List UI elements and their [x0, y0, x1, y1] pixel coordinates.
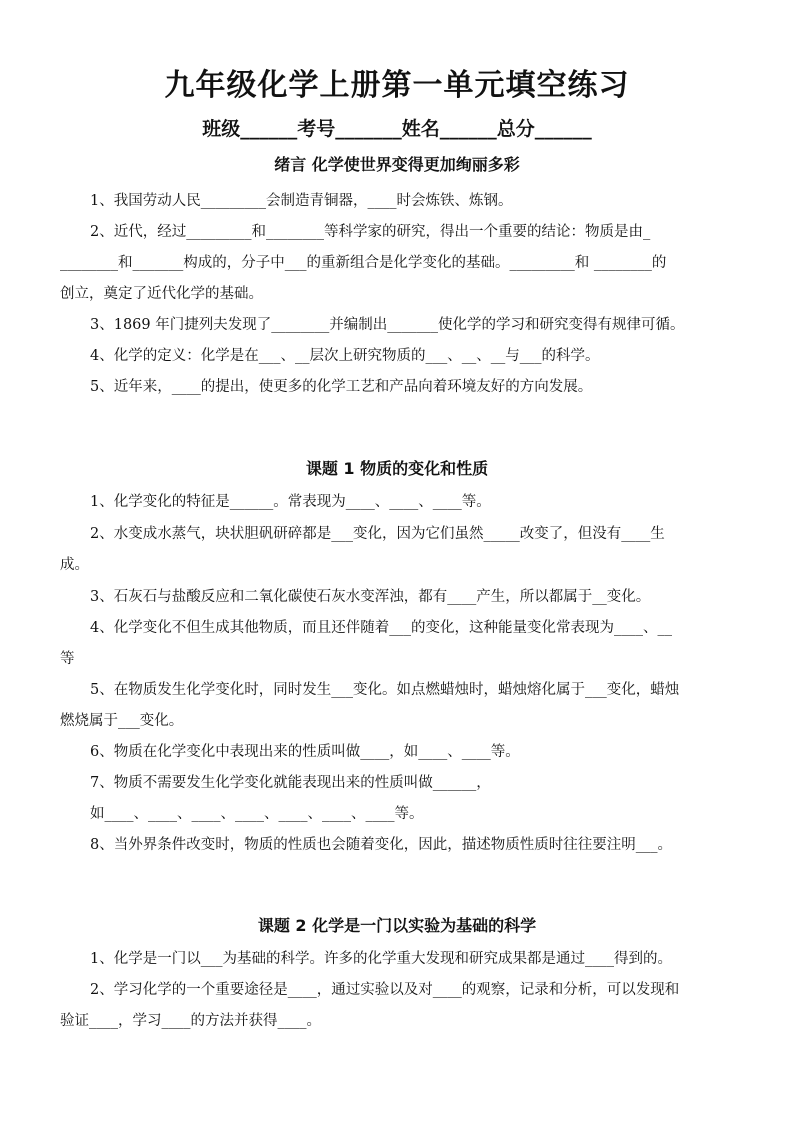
question-line: 7、物质不需要发生化学变化就能表现出来的性质叫做______， — [90, 775, 491, 791]
question-line: 5、在物质发生化学变化时，同时发生___变化。如点燃蜡烛时，蜡烛熔化属于___变化，蜡烛 — [90, 682, 680, 698]
question-line-continuation: 创立，奠定了近代化学的基础。 — [60, 286, 263, 302]
question-line-continuation: 燃烧属于___变化。 — [60, 713, 184, 729]
question-line-continuation: 验证____，学习____的方法并获得____。 — [60, 1013, 321, 1029]
question-line-continuation: 如____、____、____、____、____、____、____等。 — [90, 806, 424, 822]
question-line: 1、我国劳动人民_________会制造青铜器，____时会炼铁、炼钢。 — [90, 193, 513, 209]
page-title: 九年级化学上册第一单元填空练习 — [164, 68, 630, 103]
question-line: 1、化学是一门以___为基础的科学。许多的化学重大发现和研究成果都是通过____得到的。 — [90, 951, 672, 967]
section-title-lesson-2: 课题 2 化学是一门以实验为基础的科学 — [257, 916, 537, 935]
section-title-intro: 绪言 化学使世界变得更加绚丽多彩 — [274, 155, 520, 174]
question-line-continuation: 等 — [60, 651, 75, 667]
question-line: 2、学习化学的一个重要途径是____，通过实验以及对____的观察，记录和分析，可以发现和 — [90, 982, 680, 998]
question-line: 2、水变成水蒸气，块状胆矾研碎都是___变化，因为它们虽然_____改变了，但没有____生 — [90, 526, 665, 542]
question-line-continuation: 成。 — [60, 557, 89, 573]
question-line: 1、化学变化的特征是______。常表现为____、____、____等。 — [90, 494, 491, 510]
question-line-continuation: ________和_______构成的，分子中___的重新组合是化学变化的基础。_________和 ________的 — [60, 255, 667, 271]
student-info-line: 班级______考号_______姓名______总分______ — [202, 118, 592, 140]
section-title-lesson-1: 课题 1 物质的变化和性质 — [305, 459, 489, 478]
question-line: 5、近年来，____的提出，使更多的化学工艺和产品向着环境友好的方向发展。 — [90, 379, 593, 395]
question-line: 8、当外界条件改变时，物质的性质也会随着变化，因此，描述物质性质时往往要注明___。 — [90, 837, 672, 853]
question-line: 3、石灰石与盐酸反应和二氧化碳使石灰水变浑浊，都有____产生，所以都属于__变化。 — [90, 589, 651, 605]
question-line: 2、近代，经过_________和________等科学家的研究，得出一个重要的结论：物质是由_ — [90, 224, 651, 240]
question-line: 6、物质在化学变化中表现出来的性质叫做____，如____、____等。 — [90, 744, 520, 760]
question-line: 4、化学变化不但生成其他物质，而且还伴随着___的变化，这种能量变化常表现为____、__ — [90, 620, 672, 636]
question-line: 4、化学的定义：化学是在___、__层次上研究物质的___、__、__与___的科学。 — [90, 348, 600, 364]
question-line: 3、1869 年门捷列夫发现了________并编制出_______使化学的学习和研究变得有规律可循。 — [90, 317, 685, 333]
